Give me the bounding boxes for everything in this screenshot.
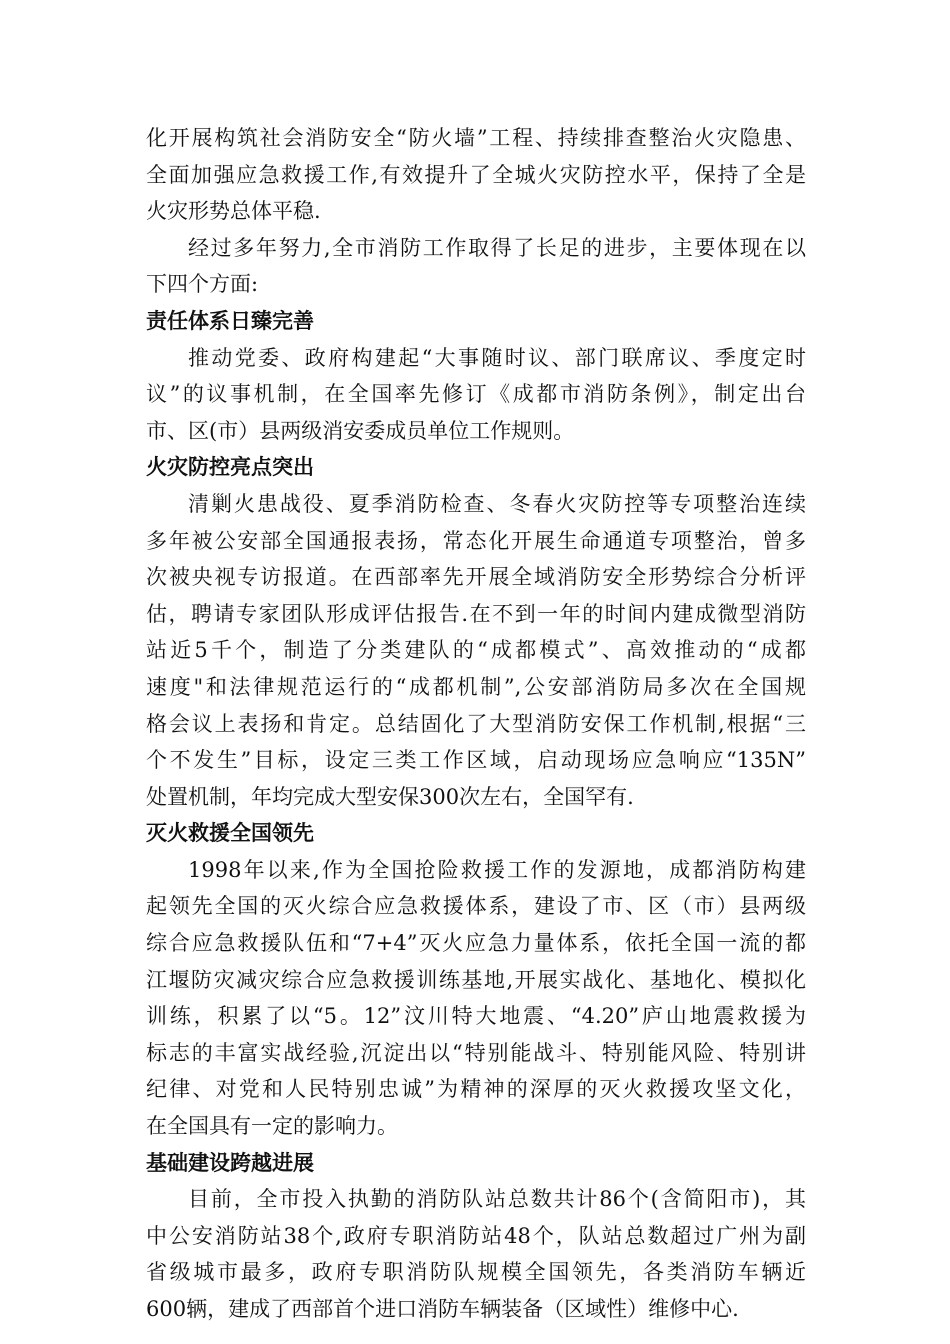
body-text-line: 处置机制，年均完成大型安保300次左右，全国罕有. [146,784,634,809]
body-text-line: 估，聘请专家团队形成评估报告.在不到一年的时间内建成微型消防 [146,601,806,626]
body-text-line: 江堰防灾减灾综合应急救援训练基地,开展实战化、基地化、模拟化 [146,967,806,992]
body-text-line: 火灾形势总体平稳. [146,199,321,224]
body-text-line: 格会议上表扬和肯定。总结固化了大型消防安保工作机制,根据“三 [146,711,806,736]
body-text-line: 市、区(市）县两级消安委成员单位工作规则。 [146,418,575,443]
body-text-line: 训练，积累了以“5。12”汶川特大地震、“4.20”庐山地震救援为 [146,1004,806,1029]
body-text-line: 在全国具有一定的影响力。 [146,1114,398,1139]
body-text-line: 多年被公安部全国通报表扬，常态化开展生命通道专项整治，曾多 [146,528,806,553]
body-text-line: 目前，全市投入执勤的消防队站总数共计86个(含简阳市)，其 [188,1187,806,1212]
body-text-line: 速度"和法律规范运行的“成都机制”,公安部消防局多次在全国规 [146,674,806,699]
body-text-line: 经过多年努力,全市消防工作取得了长足的进步，主要体现在以 [188,235,806,260]
section-heading: 火灾防控亮点突出 [146,455,314,480]
body-text-line: 标志的丰富实战经验,沉淀出以“特别能战斗、特别能风险、特别讲 [146,1040,806,1065]
body-text-line: 1998年以来,作为全国抢险救援工作的发源地，成都消防构建 [188,857,806,882]
document-page [146,120,806,1328]
body-text-line: 个不发生”目标，设定三类工作区域，启动现场应急响应“135N” [146,748,806,773]
body-text-line: 纪律、对党和人民特别忠诚”为精神的深厚的灭火救援攻坚文化， [146,1077,806,1102]
body-text-line: 下四个方面: [146,272,259,297]
body-text-line: 推动党委、政府构建起“大事随时议、部门联席议、季度定时 [188,345,806,370]
body-text-line: 600辆，建成了西部首个进口消防车辆装备（区域性）维修中心. [146,1297,739,1321]
body-text-line: 省级城市最多，政府专职消防队规模全国领先，各类消防车辆近 [146,1260,806,1285]
body-text-line: 次被央视专访报道。在西部率先开展全域消防安全形势综合分析评 [146,565,806,590]
body-text-line: 中公安消防站38个,政府专职消防站48个，队站总数超过广州为副 [146,1223,806,1248]
section-heading: 责任体系日臻完善 [146,308,314,333]
section-heading: 基础建设跨越进展 [146,1150,314,1175]
body-text-line: 起领先全国的灭火综合应急救援体系，建设了市、区（市）县两级 [146,894,806,919]
body-text-line: 清剿火患战役、夏季消防检查、冬春火灾防控等专项整治连续 [188,491,806,516]
body-text-line: 站近5千个，制造了分类建队的“成都模式”、高效推动的“成都 [146,638,806,663]
body-text-line: 议”的议事机制，在全国率先修订《成都市消防条例》，制定出台 [146,382,806,407]
body-text-line: 综合应急救援队伍和“7+4”灭火应急力量体系，依托全国一流的都 [146,931,806,956]
body-text-line: 全面加强应急救援工作,有效提升了全城火灾防控水平，保持了全是 [146,162,806,187]
section-heading: 灭火救援全国领先 [146,821,314,846]
body-text-line: 化开展构筑社会消防安全“防火墙”工程、持续排查整治火灾隐患、 [146,126,806,150]
